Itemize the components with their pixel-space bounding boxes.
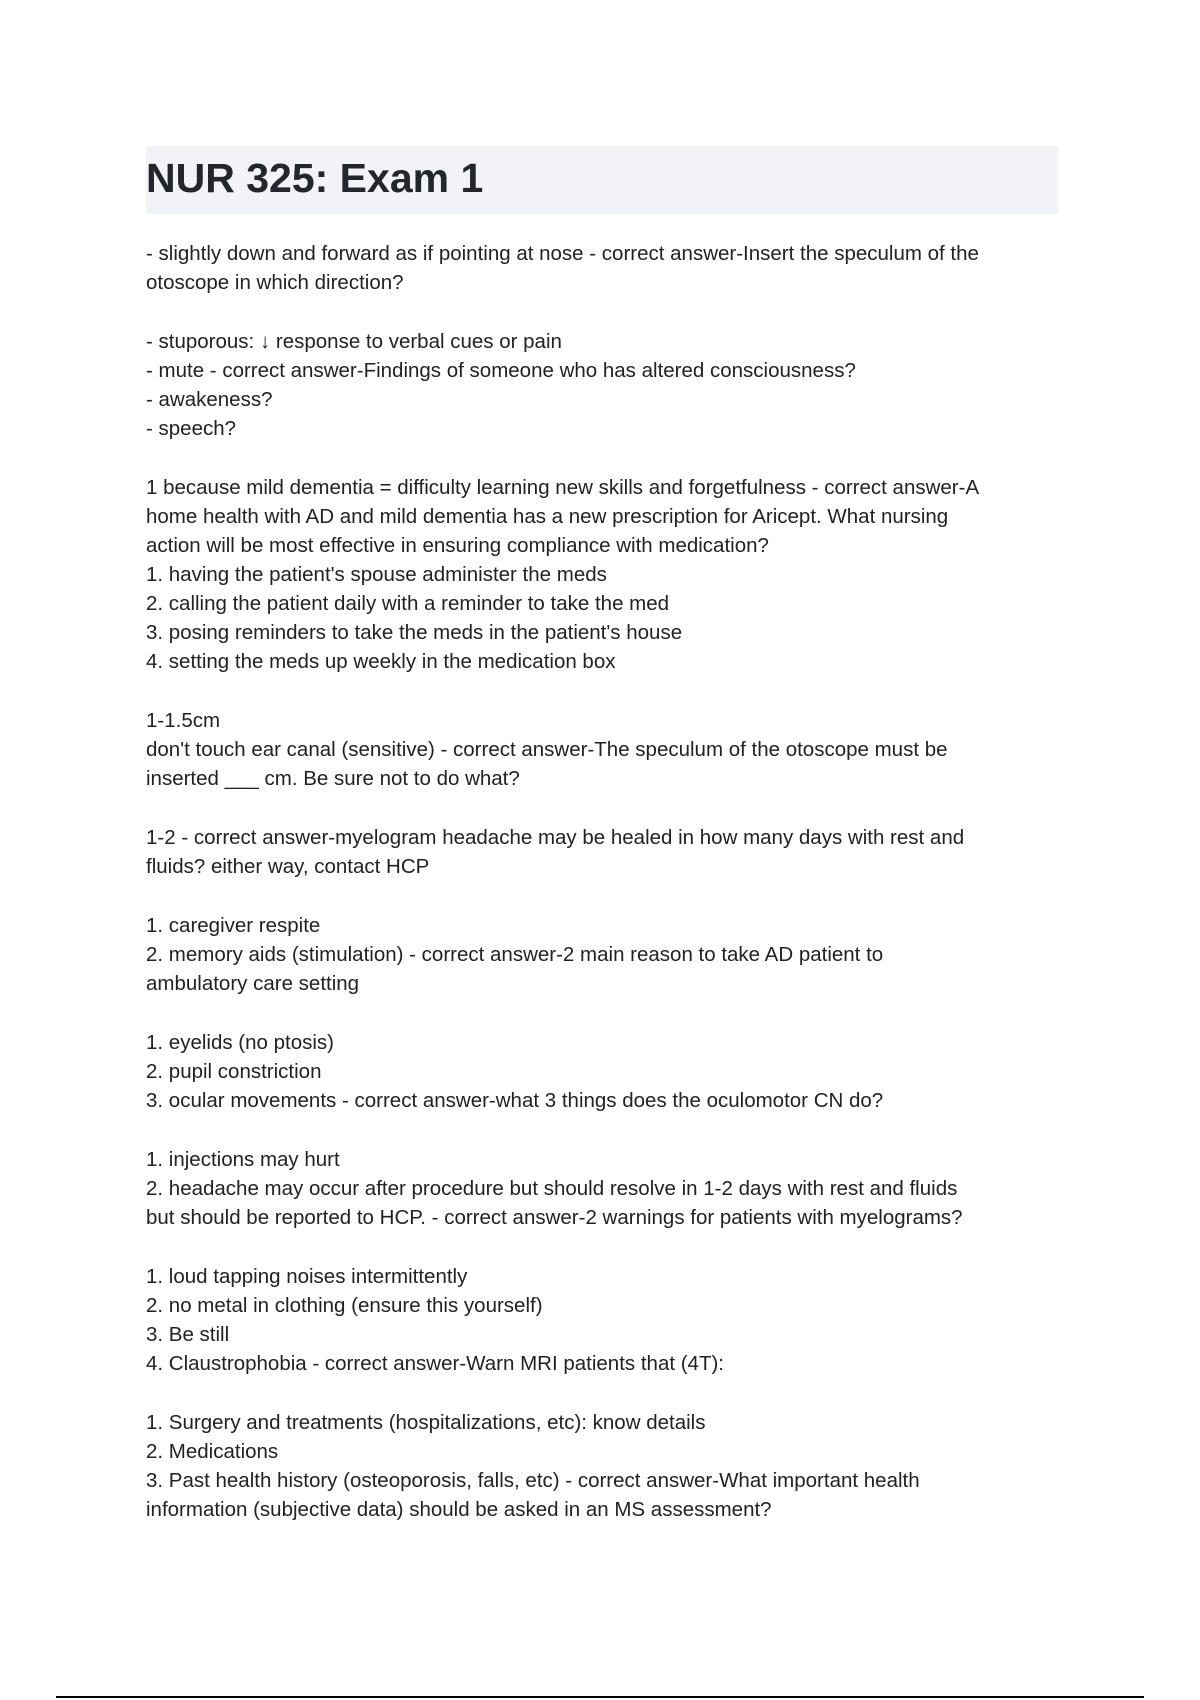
qa-line: 3. Be still [146,1323,230,1346]
qa-line: 3. Past health history (osteoporosis, falls, etc) - correct answer-What important health [146,1469,920,1492]
qa-line: 1. having the patient's spouse administer the meds [146,563,607,586]
qa-entry [146,1145,1066,1232]
qa-line: 2. memory aids (stimulation) - correct answer-2 main reason to take AD patient to [146,943,884,966]
qa-line: 2. no metal in clothing (ensure this yourself) [146,1294,543,1317]
qa-line: don't touch ear canal (sensitive) - correct answer-The speculum of the otoscope must be [146,738,948,761]
qa-entry [146,239,1066,297]
qa-line: action will be most effective in ensuring compliance with medication? [146,534,769,557]
qa-entry [146,823,1066,881]
qa-entry [146,1408,1066,1524]
qa-line: home health with AD and mild dementia has a new prescription for Aricept. What nursing [146,505,949,528]
qa-entry [146,706,1066,793]
qa-line: ambulatory care setting [146,972,360,995]
qa-line: 3. posing reminders to take the meds in the patient's house [146,621,683,644]
qa-line: otoscope in which direction? [146,271,404,294]
qa-line: but should be reported to HCP. - correct answer-2 warnings for patients with myelograms? [146,1206,963,1229]
footer-divider [56,1696,1144,1698]
qa-line: information (subjective data) should be asked in an MS assessment? [146,1498,772,1521]
qa-line: 1. eyelids (no ptosis) [146,1031,335,1054]
qa-line: 3. ocular movements - correct answer-what 3 things does the oculomotor CN do? [146,1089,884,1112]
qa-line: 1-2 - correct answer-myelogram headache may be healed in how many days with rest and [146,826,965,849]
qa-line: 4. setting the meds up weekly in the medication box [146,650,616,673]
qa-line: 1-1.5cm [146,709,221,732]
qa-entry [146,911,1066,998]
qa-line: 1 because mild dementia = difficulty learning new skills and forgetfulness - correct answer-A [146,476,980,499]
qa-line: - slightly down and forward as if pointing at nose - correct answer-Insert the speculum of the [146,242,979,265]
page-title: NUR 325: Exam 1 [146,155,484,201]
qa-entry [146,327,1066,443]
qa-line: 4. Claustrophobia - correct answer-Warn MRI patients that (4T): [146,1352,725,1375]
qa-line: - speech? [146,417,237,440]
title-banner [146,146,1058,214]
qa-line: 1. loud tapping noises intermittently [146,1265,468,1288]
qa-entry [146,473,1066,676]
qa-line: 2. Medications [146,1440,279,1463]
qa-line: 1. caregiver respite [146,914,321,937]
qa-line: 1. Surgery and treatments (hospitalizations, etc): know details [146,1411,706,1434]
qa-line: 2. headache may occur after procedure but should resolve in 1-2 days with rest and fluids [146,1177,958,1200]
qa-line: - mute - correct answer-Findings of someone who has altered consciousness? [146,359,856,382]
qa-entry [146,1262,1066,1378]
qa-list [146,239,1066,1554]
qa-line: - awakeness? [146,388,273,411]
qa-line: 2. pupil constriction [146,1060,322,1083]
qa-entry [146,1028,1066,1115]
qa-line: 2. calling the patient daily with a reminder to take the med [146,592,670,615]
qa-line: 1. injections may hurt [146,1148,340,1171]
qa-line: inserted ___ cm. Be sure not to do what? [146,767,520,790]
qa-line: fluids? either way, contact HCP [146,855,430,878]
qa-line: - stuporous: ↓ response to verbal cues or pain [146,330,562,353]
